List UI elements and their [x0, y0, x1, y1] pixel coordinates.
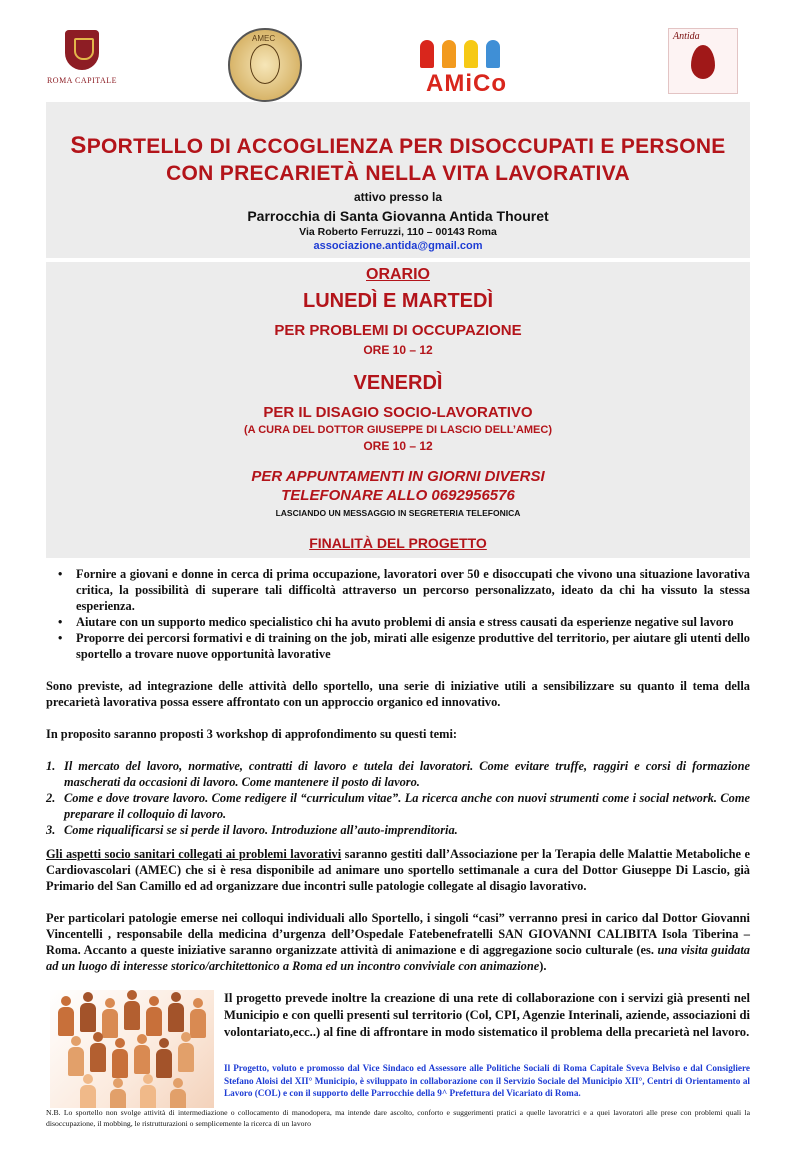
amico-wordmark: AMiCo	[426, 70, 507, 97]
figure-red-icon	[420, 40, 434, 68]
vitruvian-figure-icon	[250, 44, 280, 84]
finalita-heading: FINALITÀ DEL PROGETTO	[309, 535, 487, 551]
address: Via Roberto Ferruzzi, 110 – 00143 Roma	[299, 226, 497, 238]
appointment-line-1: PER APPUNTAMENTI IN GIORNI DIVERSI	[251, 468, 545, 485]
person-figure-icon	[156, 1038, 172, 1078]
antida-logo-text: Antida	[673, 31, 700, 42]
days-friday: VENERDÌ	[353, 372, 443, 394]
appointment-phone: TELEFONARE ALLO 0692956576	[281, 487, 515, 504]
people-network-image	[50, 990, 214, 1108]
person-figure-icon	[58, 996, 74, 1036]
hours-2: ORE 10 – 12	[363, 439, 433, 453]
person-figure-icon	[124, 990, 140, 1030]
person-figure-icon	[112, 1038, 128, 1078]
hours-1: ORE 10 – 12	[363, 343, 433, 357]
health-paragraph: Gli aspetti socio sanitari collegati ai problemi lavorativi saranno gestiti dall’Associazione per la Terapia delle Malattie Metaboliche e Cardiovascolari (AMEC) che si è resa disponibile ad animare uno sportello settimanale a cura del Dottor Giuseppe Di Lascio, già Primario del San Camillo ed ad organizzare due incontri sulle patologie collegate al disagio lavorativo.	[46, 847, 750, 893]
goals-list	[46, 566, 750, 662]
amec-logo-text: AMEC	[252, 34, 276, 43]
person-figure-icon	[80, 992, 96, 1032]
orario-heading: ORARIO	[366, 266, 430, 283]
workshop-item: 3. Come riqualificarsi se si perde il lavoro. Introduzione all’auto-imprenditoria.	[46, 823, 458, 837]
purpose-socio-labour: PER IL DISAGIO SOCIO-LAVORATIVO	[263, 404, 533, 421]
goal-item: • Fornire a giovani e donne in cerca di prima occupazione, lavoratori over 50 e disoccupati che vivono una situazione lavorativa critica, la possibilità di superare tali difficoltà attraverso un percorso personalizzato, ideato da chi ha vissuto la stessa esperienza.	[76, 566, 750, 614]
logo-bar	[0, 28, 800, 96]
title-line-2: CON PRECARIETÀ NELLA VITA LAVORATIVA	[166, 162, 630, 185]
figure-yellow-icon	[464, 40, 478, 68]
workshop-item: 2. Come e dove trovare lavoro. Come redigere il “curriculum vitae”. La ricerca anche con nuovi strumenti come i social network. Come preparare il colloquio di lavoro.	[46, 791, 750, 821]
page-title	[46, 132, 750, 187]
person-figure-icon	[178, 1032, 194, 1072]
workshops-intro: In proposito saranno proposti 3 workshop di approfondimento su questi temi:	[46, 727, 458, 741]
person-figure-icon	[90, 1032, 106, 1072]
antida-logo	[668, 28, 738, 94]
person-figure-icon	[80, 1074, 96, 1108]
drop-icon	[691, 45, 715, 79]
person-figure-icon	[68, 1036, 84, 1076]
amec-logo	[228, 28, 302, 102]
workshop-item: 1. Il mercato del lavoro, normative, contratti di lavoro e tutela dei lavoratori. Come evitare truffe, raggiri e corsi di formazione mascherati da occasioni di lavoro. Come mantenere il posto di lavoro.	[46, 759, 750, 789]
roma-capitale-caption: ROMA CAPITALE	[46, 76, 118, 85]
email-link[interactable]: associazione.antida@gmail.com	[313, 240, 483, 252]
workshop-list	[46, 758, 750, 838]
appointment-note: LASCIANDO UN MESSAGGIO IN SEGRETERIA TELEFONICA	[275, 508, 521, 518]
network-paragraph: Il progetto prevede inoltre la creazione di una rete di collaborazione con i servizi già presenti nel Municipio e con quelli presenti sul territorio (Col, CPI, Agenzie Interinali, aziende, associazioni di volontariato,ecc..) al fine di affrontare in modo sistematico il problema della precarietà nel lavoro.	[224, 991, 750, 1039]
promotion-paragraph: Il Progetto, voluto e promosso dal Vice Sindaco ed Assessore alle Politiche Sociali di Roma Capitale Sveva Belviso e dal Consigliere Stefano Aloisi del XII° Municipio, è sviluppato in collaborazione con il Servizio Sociale del Municipio XII°, Centri di Orientamento al Lavoro (COL) e con il supporto delle Parrocchie della 9^ Prefettura del Vicariato di Roma.	[224, 1063, 750, 1099]
person-figure-icon	[146, 996, 162, 1036]
curator-note: (A CURA DEL DOTTOR GIUSEPPE DI LASCIO DELL’AMEC)	[243, 424, 553, 436]
figure-orange-icon	[442, 40, 456, 68]
parish-name: Parrocchia di Santa Giovanna Antida Thouret	[247, 208, 549, 224]
initiatives-paragraph: Sono previste, ad integrazione delle attività dello sportello, una serie di iniziative utili a sensibilizzare su quanto il tema della precarietà lavorativa possa essere affrontato con un approccio organico ed innovativo.	[46, 679, 750, 709]
person-figure-icon	[140, 1074, 156, 1108]
goal-item: • Proporre dei percorsi formativi e di training on the job, mirati alle esigenze produttive del territorio, per aiutare gli utenti dello sportello a trovare nuove opportunità lavorative	[76, 630, 750, 662]
person-figure-icon	[110, 1078, 126, 1108]
purpose-occupation: PER PROBLEMI DI OCCUPAZIONE	[274, 322, 522, 339]
days-monday-tuesday: LUNEDÌ E MARTEDÌ	[303, 290, 493, 312]
person-figure-icon	[168, 992, 184, 1032]
footnote: N.B. Lo sportello non svolge attività di intermediazione o collocamento di manodopera, ma intende dare ascolto, conforto e suggerimenti pratici a quelle lavoratrici e a quei lavoratori alle prese con problemi quali la disoccupazione, il mobbing, le ristrutturazioni o semplicemente la ricerca di un lavoro	[46, 1108, 750, 1128]
person-figure-icon	[170, 1078, 186, 1108]
amico-logo	[412, 36, 522, 96]
cases-paragraph: Per particolari patologie emerse nei colloqui individuali allo Sportello, i singoli “casi” verranno presi in carico dal Dottor Giovanni Vincentelli , responsabile della medicina d’urgenza dell’Ospedale Fatebenefratelli SAN GIOVANNI CALIBITA Isola Tiberina – Roma. Accanto a queste iniziative saranno organizzate attività di animazione e di aggregazione socio culturale (es. una visita guidata ad un luogo di interesse storico/architettonico a Roma ed un incontro conviviale con animazione).	[46, 911, 750, 973]
active-at-label: attivo presso la	[353, 190, 443, 204]
goal-item: • Aiutare con un supporto medico specialistico chi ha avuto problemi di ansia e stress causati da esperienze negative sul lavoro	[76, 614, 750, 630]
person-figure-icon	[134, 1034, 150, 1074]
title-line-1: SPORTELLO DI ACCOGLIENZA PER DISOCCUPATI E PERSONE	[70, 132, 726, 159]
roma-shield-icon	[65, 30, 99, 70]
figure-blue-icon	[486, 40, 500, 68]
roma-capitale-logo	[46, 30, 118, 85]
